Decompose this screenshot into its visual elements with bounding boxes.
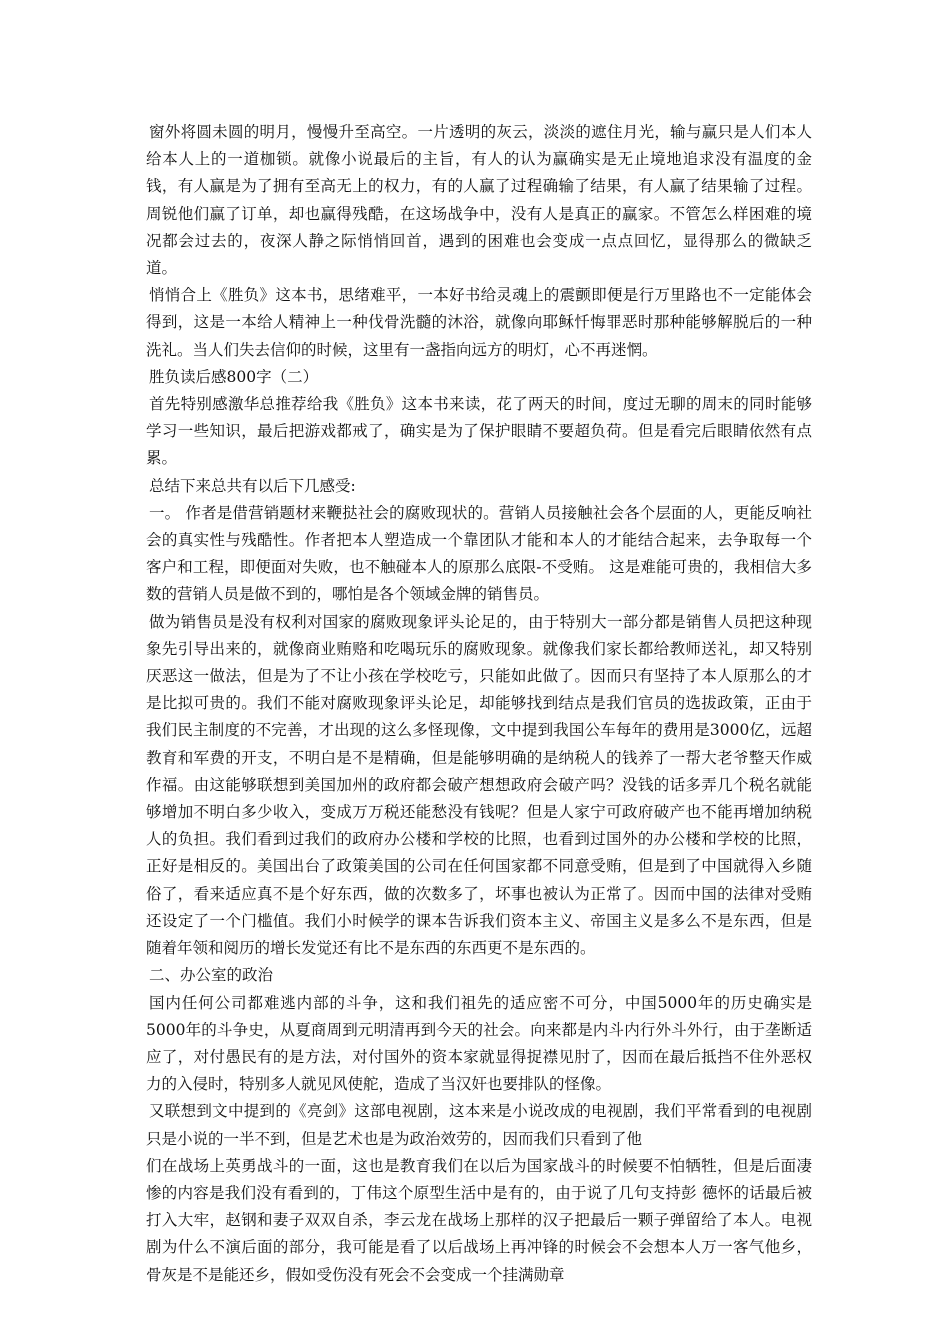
paragraph-corruption: 做为销售员是没有权利对国家的腐败现象评头论足的，由于特别大一部分都是销售人员把这种现象先引导出来的，就像商业贿赂和吃喝玩乐的腐败现象。就像我们家长都给教师送礼，却又特别厌恶这一做法，但是为了不让小孩在学校吃亏，只能如此做了。因而只有坚持了本人原那么的才是比拟可贵的。我们不能对腐败现象评头论足，却能够找到结点是我们官员的选拔政策，正由于我们民主制度的不完善，才出现的这么多怪现像，文中提到我国公车每年的费用是3000亿，远超教育和军费的开支，不明白是不是精确，但是能够明确的是纳税人的钱养了一帮大老爷整天作威作福。由这能够联想到美国加州的政府都会破产想想政府会破产吗？没钱的话多弄几个税名就能够增加不明白多少收入，变成万万税还能愁没有钱呢？但是人家宁可政府破产也不能再增加纳税人的负担。我们看到过我们的政府办公楼和学校的比照，也看到过国外的办公楼和学校的比照，正好是相反的。美国出台了政策美国的公司在任何国家都不同意受贿，但是到了中国就得入乡随俗了，看来适应真不是个好东西，做的次数多了，坏事也被认为正常了。因而中国的法律对受贿还设定了一个门槛值。我们小时候学的课本告诉我们资本主义、帝国主义是多么不是东西，但是随着年领和阅历的增长发觉还有比不是东西的东西更不是东西的。 (146, 612, 812, 958)
paragraph-liangjian: 又联想到文中提到的《亮剑》这部电视剧，这本来是小说改成的电视剧，我们平常看到的电视剧只是小说的一半不到，但是艺术也是为政治效劳的，因而我们只看到了他 (146, 1102, 812, 1148)
paragraph-point-one: 一。 作者是借营销题材来鞭挞社会的腐败现状的。营销人员接触社会各个层面的人，更能反响社会的真实性与残酷性。作者把本人塑造成一个靠团队才能和本人的才能结合起来，去争取每一个客户和工程，即便面对失败，也不触碰本人的原那么底限-不受贿。 这是难能可贵的，我相信大多数的营销人员是做不到的，哪怕是各个领域金牌的销售员。 (146, 503, 812, 604)
section-heading-part-two: 胜负读后感800字（二） (149, 367, 319, 386)
paragraph-closing-book: 悄悄合上《胜负》这本书，思绪难平，一本好书给灵魂上的震颤即便是行万里路也不一定能体会得到，这是一本给人精神上一种伐骨洗髓的沐浴，就像向耶稣忏悔罪恶时那种能够解脱后的一种洗礼。当人们失去信仰的时候，这里有一盏指向远方的明灯，心不再迷惘。 (146, 286, 812, 359)
paragraph-thanks: 首先特别感激华总推荐给我《胜负》这本书来读，花了两天的时间，度过无聊的周末的同时能够学习一些知识，最后把游戏都戒了，确实是为了保护眼睛不要超负荷。但是看完后眼睛依然有点累。 (146, 395, 812, 468)
document-body (146, 119, 812, 1289)
section-heading-office-politics: 二、办公室的政治 (149, 966, 274, 985)
paragraph-internal-struggle: 国内任何公司都难逃内部的斗争，这和我们祖先的适应密不可分，中国5000年的历史确实是5000年的斗争史，从夏商周到元明清再到今天的社会。向来都是内斗内行外斗外行，由于垄断适应了，对付愚民有的是方法，对付国外的资本家就显得捉襟见肘了，因而在最后抵挡不住外恶权力的入侵时，特别多人就见风使舵，造成了当汉奸也要排队的怪像。 (146, 993, 812, 1094)
paragraph-liangjian-continued: 们在战场上英勇战斗的一面，这也是教育我们在以后为国家战斗的时候要不怕牺牲，但是后面凄惨的内容是我们没有看到的，丁伟这个原型生活中是有的，由于说了几句支持彭 德怀的话最后被打入大牢，赵钢和妻子双双自杀，李云龙在战场上那样的汉子把最后一颗子弹留给了本人。电视剧为什么不演后面的部分，我可能是看了以后战场上再冲锋的时候会不会想本人万一客气他乡，骨灰是不是能还乡，假如受伤没有死会不会变成一个挂满勋章 (146, 1156, 812, 1284)
paragraph-summary-intro: 总结下来总共有以后下几感受: (149, 476, 356, 495)
paragraph-moonlight: 窗外将圆未圆的明月，慢慢升至高空。一片透明的灰云，淡淡的遮住月光，输与赢只是人们本人给本人上的一道枷锁。就像小说最后的主旨，有人的认为赢确实是无止境地追求没有温度的金钱，有人赢是为了拥有至高无上的权力，有的人赢了过程确输了结果，有人赢了结果输了过程。周锐他们赢了订单，却也赢得残酷，在这场战争中，没有人是真正的赢家。不管怎么样困难的境况都会过去的，夜深人静之际悄悄回首，遇到的困难也会变成一点点回忆，显得那么的微缺乏道。 (146, 123, 812, 278)
